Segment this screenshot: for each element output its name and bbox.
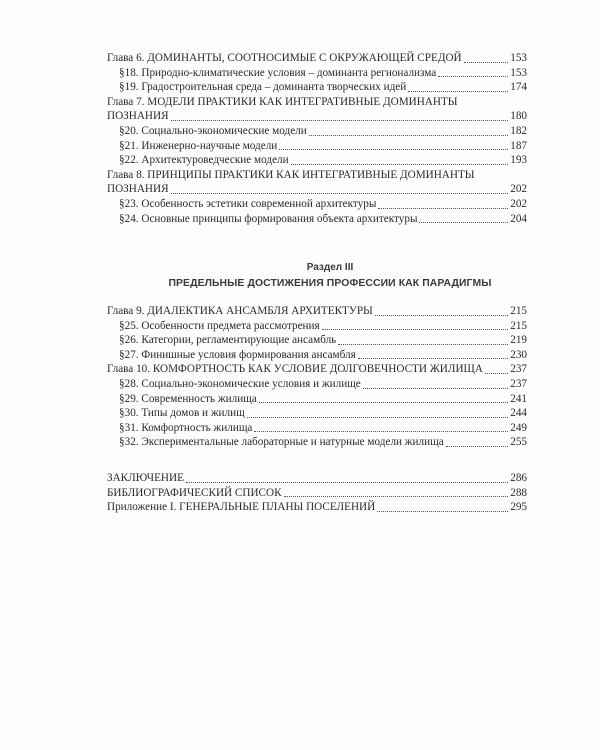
section-title: ПРЕДЕЛЬНЫЕ ДОСТИЖЕНИЯ ПРОФЕССИИ КАК ПАРАДИГМЫ <box>168 278 492 289</box>
toc-entry-title: §25. Особенности предмета рассмотрения <box>119 319 320 332</box>
leader-dots <box>279 149 508 150</box>
toc-entry-page: 193 <box>510 154 527 167</box>
toc-entry-page: 187 <box>510 139 527 152</box>
leader-dots <box>186 482 508 483</box>
toc-entry-chapter-7-line1 <box>107 95 527 110</box>
toc-block-2 <box>107 304 527 450</box>
toc-entry-appendix-1 <box>107 500 527 515</box>
toc-entry-page: 286 <box>510 472 527 484</box>
toc-entry-chapter-9 <box>107 304 527 319</box>
toc-entry-title: Приложение I. ГЕНЕРАЛЬНЫЕ ПЛАНЫ ПОСЕЛЕНИЙ <box>107 501 376 514</box>
toc-entry-title: §23. Особенность эстетики современной архитектуры <box>119 197 377 210</box>
toc-entry-chapter-8-line1 <box>107 168 527 183</box>
toc-entry-chapter-7-line2 <box>107 109 527 124</box>
toc-entry-conclusion <box>107 471 527 486</box>
toc-entry-section-23 <box>107 197 527 212</box>
toc-entry-page: 230 <box>510 348 527 361</box>
toc-entry-chapter-10 <box>107 362 527 377</box>
toc-entry-section-24 <box>107 212 527 227</box>
leader-dots <box>464 62 509 63</box>
toc-entry-bibliography <box>107 486 527 501</box>
toc-entry-page: 215 <box>510 319 527 332</box>
toc-entry-page: 202 <box>510 197 527 210</box>
toc-entry-section-30 <box>107 406 527 421</box>
toc-entry-page: 153 <box>510 66 527 79</box>
toc-entry-title: §29. Современность жилища <box>119 392 257 405</box>
toc-entry-section-22 <box>107 153 527 168</box>
toc-block-1 <box>107 51 527 226</box>
leader-dots <box>358 358 508 359</box>
toc-entry-title: Глава 10. КОМФОРТНОСТЬ КАК УСЛОВИЕ ДОЛГОВЕЧНОСТИ ЖИЛИЩА <box>107 363 483 376</box>
leader-dots <box>322 329 509 330</box>
toc-entry-title: §19. Градостроительная среда – доминанта творческих идей <box>119 81 407 94</box>
leader-dots <box>309 135 508 136</box>
toc-entry-page: 180 <box>510 110 527 123</box>
toc-entry-title: §20. Социально-экономические модели <box>119 124 307 137</box>
toc-entry-title: §22. Архитектуроведческие модели <box>119 154 289 167</box>
toc-entry-section-32 <box>107 435 527 450</box>
toc-entry-page: 288 <box>510 486 527 499</box>
toc-block-3 <box>107 471 527 515</box>
section-label: Раздел III <box>306 262 354 273</box>
toc-entry-title: Глава 7. МОДЕЛИ ПРАКТИКИ КАК ИНТЕГРАТИВНЫЕ ДОМИНАНТЫ <box>107 95 458 108</box>
leader-dots <box>259 402 508 403</box>
toc-entry-section-29 <box>107 392 527 407</box>
toc-entry-section-25 <box>107 319 527 334</box>
leader-dots <box>363 388 508 389</box>
toc-entry-section-19 <box>107 80 527 95</box>
leader-dots <box>419 222 508 223</box>
toc-entry-section-28 <box>107 377 527 392</box>
toc-entry-page: 215 <box>510 305 527 317</box>
toc-entry-title: §18. Природно-климатические условия – доминанта регионализма <box>119 66 437 79</box>
leader-dots <box>375 315 508 316</box>
leader-dots <box>378 208 508 209</box>
toc-entry-page: 219 <box>510 334 527 347</box>
toc-entry-page: 237 <box>510 377 527 390</box>
toc-entry-title: §27. Финишные условия формирования ансамбля <box>119 348 356 361</box>
toc-entry-page: 204 <box>510 212 527 225</box>
toc-entry-page: 255 <box>510 436 527 449</box>
toc-entry-page: 237 <box>510 363 527 376</box>
toc-entry-chapter-8-line2 <box>107 182 527 197</box>
leader-dots <box>485 373 508 374</box>
toc-entry-chapter-6 <box>107 51 527 66</box>
leader-dots <box>247 417 508 418</box>
toc-entry-page: 174 <box>510 81 527 94</box>
leader-dots <box>254 431 508 432</box>
toc-entry-title-cont: ПОЗНАНИЯ <box>107 110 169 123</box>
leader-dots <box>408 91 508 92</box>
toc-entry-title: Глава 8. ПРИНЦИПЫ ПРАКТИКИ КАК ИНТЕГРАТИВНЫЕ ДОМИНАНТЫ <box>107 168 475 181</box>
toc-entry-title: §32. Экспериментальные лабораторные и натурные модели жилища <box>119 436 444 449</box>
toc-entry-title: §26. Категории, регламентирующие ансамбль <box>119 334 337 347</box>
toc-entry-page: 241 <box>510 392 527 405</box>
leader-dots <box>377 511 508 512</box>
leader-dots <box>171 120 509 121</box>
toc-entry-title: Глава 6. ДОМИНАНТЫ, СООТНОСИМЫЕ С ОКРУЖАЮЩЕЙ СРЕДОЙ <box>107 52 462 64</box>
leader-dots <box>438 76 508 77</box>
toc-entry-title: §30. Типы домов и жилищ <box>119 407 245 420</box>
toc-entry-section-27 <box>107 348 527 363</box>
toc-entry-section-18 <box>107 66 527 81</box>
toc-entry-page: 244 <box>510 407 527 420</box>
leader-dots <box>171 193 509 194</box>
toc-entry-section-21 <box>107 139 527 154</box>
toc-entry-section-31 <box>107 421 527 436</box>
toc-entry-page: 182 <box>510 124 527 137</box>
toc-entry-page: 249 <box>510 421 527 434</box>
toc-entry-section-26 <box>107 333 527 348</box>
leader-dots <box>284 496 509 497</box>
toc-entry-title: §24. Основные принципы формирования объекта архитектуры <box>119 212 418 225</box>
toc-entry-page: 202 <box>510 183 527 196</box>
leader-dots <box>338 344 508 345</box>
toc-entry-title: БИБЛИОГРАФИЧЕСКИЙ СПИСОК <box>107 486 282 499</box>
toc-entry-title: ЗАКЛЮЧЕНИЕ <box>107 472 184 484</box>
toc-entry-title-cont: ПОЗНАНИЯ <box>107 183 169 196</box>
toc-entry-page: 295 <box>510 501 527 514</box>
toc-entry-title: §31. Комфортность жилища <box>119 421 253 434</box>
leader-dots <box>291 164 509 165</box>
toc-entry-page: 153 <box>510 52 527 64</box>
leader-dots <box>446 446 509 447</box>
toc-entry-title: §21. Инженерно-научные модели <box>119 139 278 152</box>
toc-entry-section-20 <box>107 124 527 139</box>
toc-entry-title: §28. Социально-экономические условия и жилище <box>119 377 361 390</box>
toc-entry-title: Глава 9. ДИАЛЕКТИКА АНСАМБЛЯ АРХИТЕКТУРЫ <box>107 305 373 317</box>
